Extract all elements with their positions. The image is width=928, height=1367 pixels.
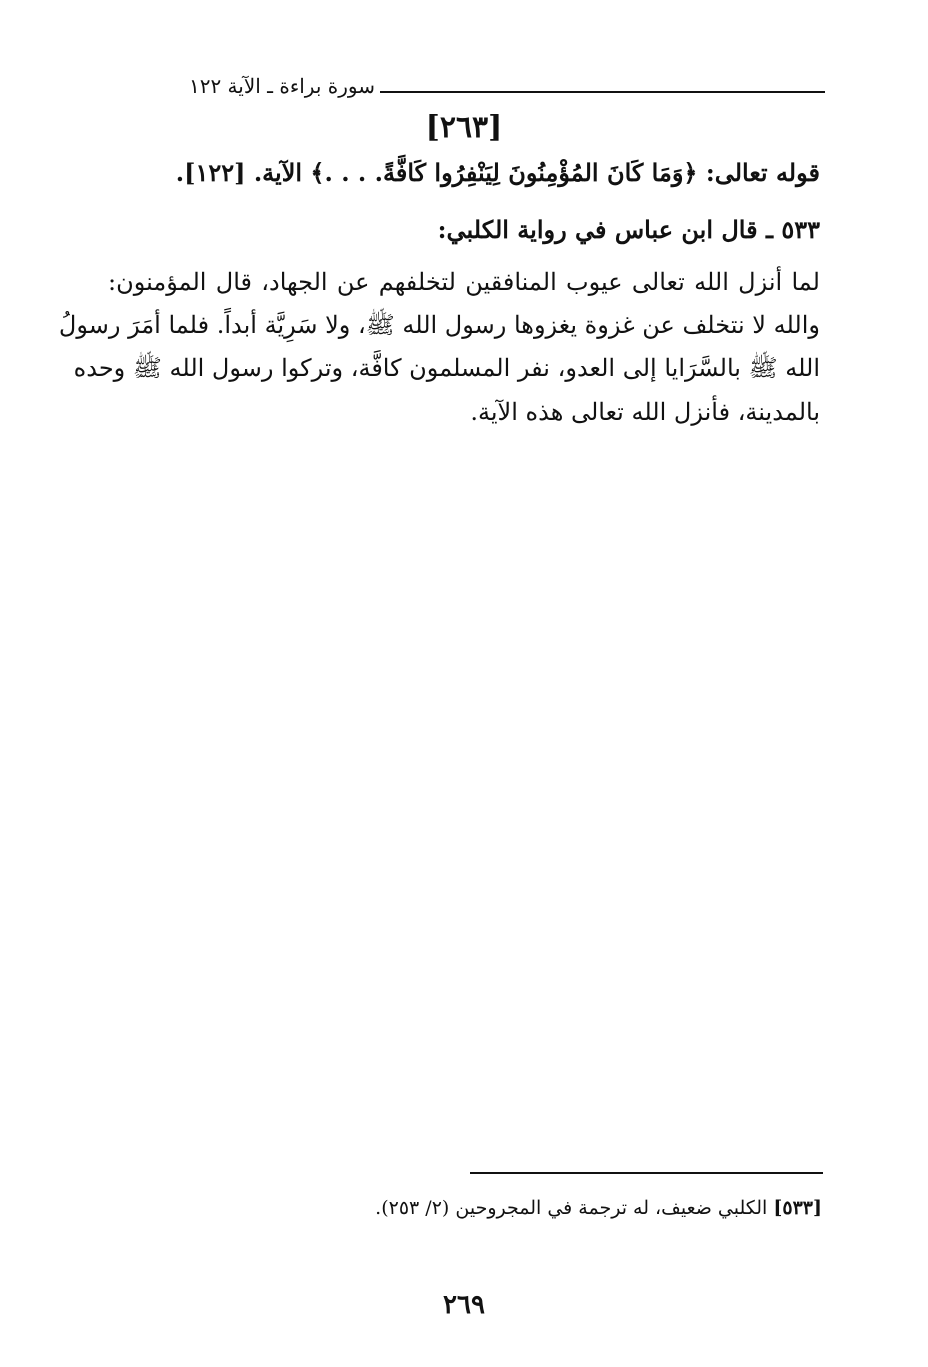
report-line-4: بالمدينة، فأنزل الله تعالى هذه الآية. xyxy=(470,398,820,426)
footnote-ref: [٥٣٣] xyxy=(773,1197,822,1219)
footnote-text: الكلبي ضعيف، له ترجمة في المجروحين (٢/ ٢٥٣). xyxy=(375,1197,768,1219)
report-line-3: الله ﷺ بالسَّرَايا إلى العدو، نفر المسلمون كافَّة، وتركوا رسول الله ﷺ وحده xyxy=(73,354,820,382)
report-line-2: والله لا نتخلف عن غزوة يغزوها رسول الله ﷺ، ولا سَرِيَّة أبداً. فلما أمَرَ رسولُ xyxy=(58,311,820,339)
section-number: [٢٦٣] xyxy=(425,110,503,145)
running-header xyxy=(110,72,825,102)
report-line-1: لما أنزل الله تعالى عيوب المنافقين لتخلفهم عن الجهاد، قال المؤمنون: xyxy=(108,268,820,296)
footnote-rule xyxy=(470,1172,823,1174)
page-number: ٢٦٩ xyxy=(443,1290,485,1320)
verse-line: قوله تعالى: ﴿وَمَا كَانَ المُؤْمِنُونَ لِيَنْفِرُوا كَافَّةً. . . .﴾ الآية. [١٢٢]. xyxy=(175,158,820,187)
header-rule xyxy=(380,91,825,93)
report-heading: ٥٣٣ ـ قال ابن عباس في رواية الكلبي: xyxy=(437,215,820,244)
footnote xyxy=(375,1193,822,1223)
running-title: سورة براءة ـ الآية ١٢٢ xyxy=(188,74,375,98)
